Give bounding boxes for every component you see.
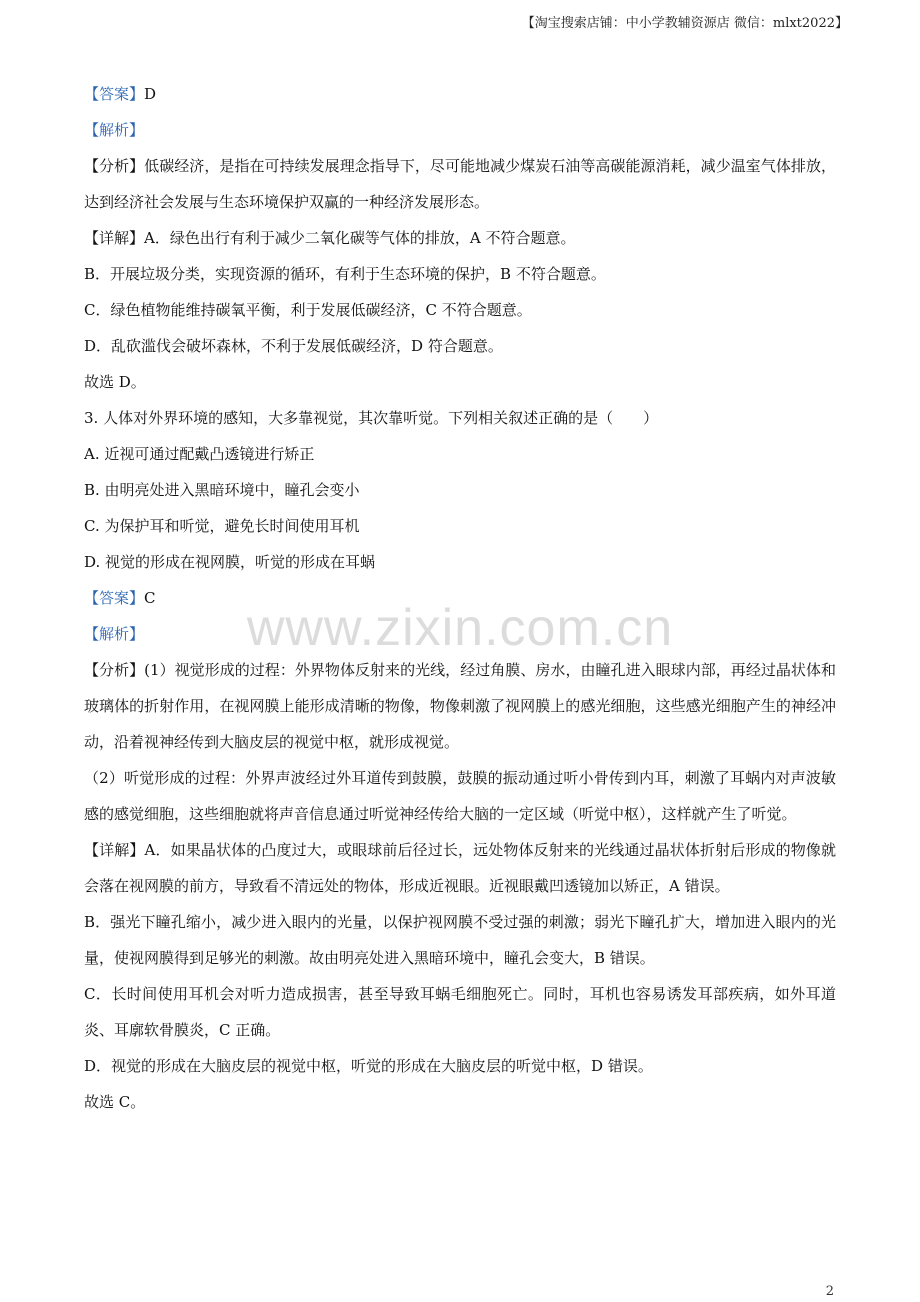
watermark: www.zixin.com.cn	[246, 599, 674, 657]
page-header: 【淘宝搜索店铺：中小学教辅资源店 微信：mlxt2022】	[521, 16, 848, 31]
q2-detail-a	[84, 220, 836, 256]
q3-detail-c: C．长时间使用耳机会对听力造成损害，甚至导致耳蜗毛细胞死亡。同时，耳机也容易诱发耳部疾病，如外耳道炎、耳廓软骨膜炎，C 正确。	[84, 985, 836, 1039]
q3-fenxi-2: （2）听觉形成的过程：外界声波经过外耳道传到鼓膜，鼓膜的振动通过听小骨传到内耳，刺激了耳蜗内对声波敏感的感觉细胞，这些细胞就将声音信息通过听觉神经传给大脑的一定区域（听觉中枢），这样就产生了听觉。	[84, 769, 836, 823]
q3-analysis-line	[84, 616, 836, 652]
detail-a-text: A．绿色出行有利于减少二氧化碳等气体的排放，A 不符合题意。	[144, 229, 576, 247]
q3-detail-d: D．视觉的形成在大脑皮层的视觉中枢，听觉的形成在大脑皮层的听觉中枢，D 错误。	[84, 1057, 653, 1075]
fenxi-text: (1）视觉形成的过程：外界物体反射来的光线，经过角膜、房水，由瞳孔进入眼球内部，再经过晶状体和玻璃体的折射作用，在视网膜上能形成清晰的物像，物像刺激了视网膜上的感光细胞，这些感光细胞产生的神经冲动，沿着视神经传到大脑皮层的视觉中枢，就形成视觉。	[84, 661, 836, 751]
q3-option-b: B. 由明亮处进入黑暗环境中，瞳孔会变小	[84, 481, 360, 499]
q2-analysis-line	[84, 112, 836, 148]
q3-option-d: D. 视觉的形成在视网膜，听觉的形成在耳蜗	[84, 553, 376, 571]
q3-detail-b: B．强光下瞳孔缩小，减少进入眼内的光量，以保护视网膜不受过强的刺激；弱光下瞳孔扩大，增加进入眼内的光量，使视网膜得到足够光的刺激。故由明亮处进入黑暗环境中，瞳孔会变大，B 错误。	[84, 913, 836, 967]
detail-a-text: A．如果晶状体的凸度过大，或眼球前后径过长，远处物体反射来的光线通过晶状体折射后形成的物像就会落在视网膜的前方，导致看不清远处的物体，形成近视眼。近视眼戴凹透镜加以矫正，A 错误。	[84, 841, 836, 895]
q2-detail-b: B．开展垃圾分类，实现资源的循环，有利于生态环境的保护，B 不符合题意。	[84, 265, 606, 283]
answer-value: C	[144, 589, 156, 607]
page-number: 2	[825, 1284, 834, 1299]
analysis-tag: 【解析】	[84, 625, 145, 643]
detail-tag: 【详解】	[84, 841, 145, 859]
q2-fenxi	[84, 148, 836, 220]
q3-option-c: C. 为保护耳和听觉，避免长时间使用耳机	[84, 517, 360, 535]
fenxi-tag: 【分析】	[84, 157, 145, 175]
answer-tag: 【答案】	[84, 85, 145, 103]
detail-tag: 【详解】	[84, 229, 145, 247]
q2-answer-line	[84, 76, 836, 112]
q3-conclusion: 故选 C。	[84, 1093, 146, 1111]
q3-fenxi-1	[84, 652, 836, 760]
q2-detail-c: C．绿色植物能维持碳氧平衡，利于发展低碳经济，C 不符合题意。	[84, 301, 532, 319]
fenxi-tag: 【分析】	[84, 661, 145, 679]
q3-detail-a	[84, 832, 836, 904]
fenxi-text: 低碳经济，是指在可持续发展理念指导下，尽可能地减少煤炭石油等高碳能源消耗，减少温室气体排放，达到经济社会发展与生态环境保护双赢的一种经济发展形态。	[84, 157, 836, 211]
answer-tag: 【答案】	[84, 589, 145, 607]
q2-conclusion: 故选 D。	[84, 373, 146, 391]
q3-stem: 3. 人体对外界环境的感知，大多靠视觉，其次靠听觉。下列相关叙述正确的是（ ）	[84, 409, 659, 427]
q3-answer-line	[84, 580, 836, 616]
analysis-tag: 【解析】	[84, 121, 145, 139]
q2-detail-d: D．乱砍滥伐会破坏森林，不利于发展低碳经济，D 符合题意。	[84, 337, 503, 355]
document-body	[84, 76, 836, 1120]
q3-option-a: A. 近视可通过配戴凸透镜进行矫正	[84, 445, 315, 463]
answer-value: D	[144, 85, 157, 103]
